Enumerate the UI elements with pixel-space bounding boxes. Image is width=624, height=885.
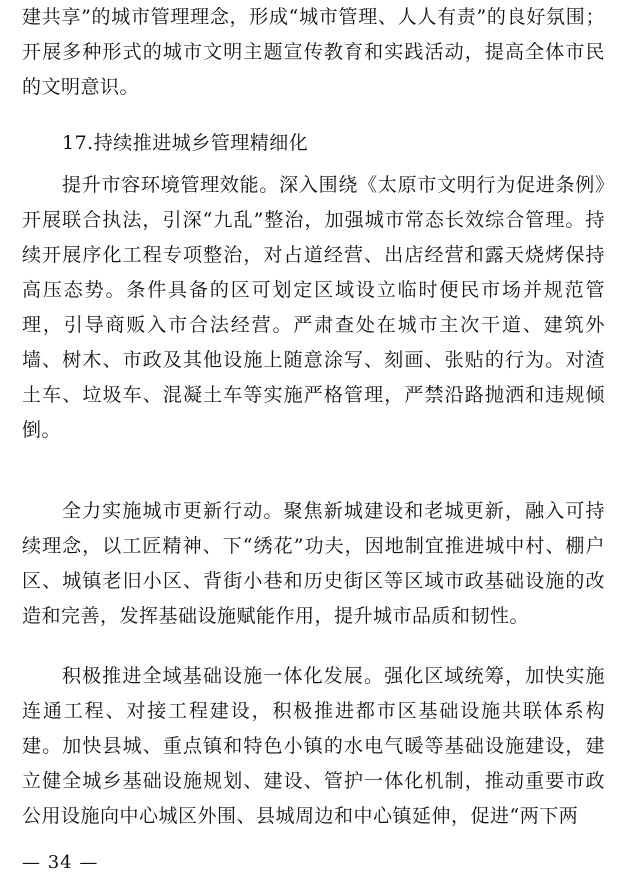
paragraph-urban-renewal: 全力实施城市更新行动。聚焦新城建设和老城更新，融入可持续理念，以工匠精神、下“绣花”功夫，因地制宜推进城中村、棚户区、城镇老旧小区、背街小巷和历史街区等区域市政基础设施的改造和完善，发挥基础设施赋能作用，提升城市品质和韧性。 <box>22 500 605 627</box>
paragraph-continuation: 建共享”的城市管理理念，形成“城市管理、人人有责”的良好氛围；开展多种形式的城市文明主题宣传教育和实践活动，提高全体市民的文明意识。 <box>22 6 605 98</box>
paragraph-infrastructure: 积极推进全域基础设施一体化发展。强化区域统筹，加快实施连通工程、对接工程建设，积极推进都市区基础设施共联体系构建。加快县城、重点镇和特色小镇的水电气暖等基础设施建设，建立健全城乡基础设施规划、建设、管护一体化机制，推动重要市政公用设施向中心城区外围、县城周边和中心镇延伸，促进“两下两 <box>22 665 605 827</box>
page-number: — 34 — <box>22 852 99 873</box>
paragraph-city-appearance: 提升市容环境管理效能。深入围绕《太原市文明行为促进条例》开展联合执法，引深“九乱”整治，加强城市常态长效综合管理。持续开展序化工程专项整治，对占道经营、出店经营和露天烧烤保持高压态势。条件具备的区可划定区域设立临时便民市场并规范管理，引导商贩入市合法经营。严肃查处在城市主次干道、建筑外墙、树木、市政及其他设施上随意涂写、刻画、张贴的行为。对渣土车、垃圾车、混凝土车等实施严格管理，严禁沿路抛洒和违规倾倒。 <box>22 174 605 441</box>
section-heading-17: 17.持续推进城乡管理精细化 <box>62 132 309 154</box>
